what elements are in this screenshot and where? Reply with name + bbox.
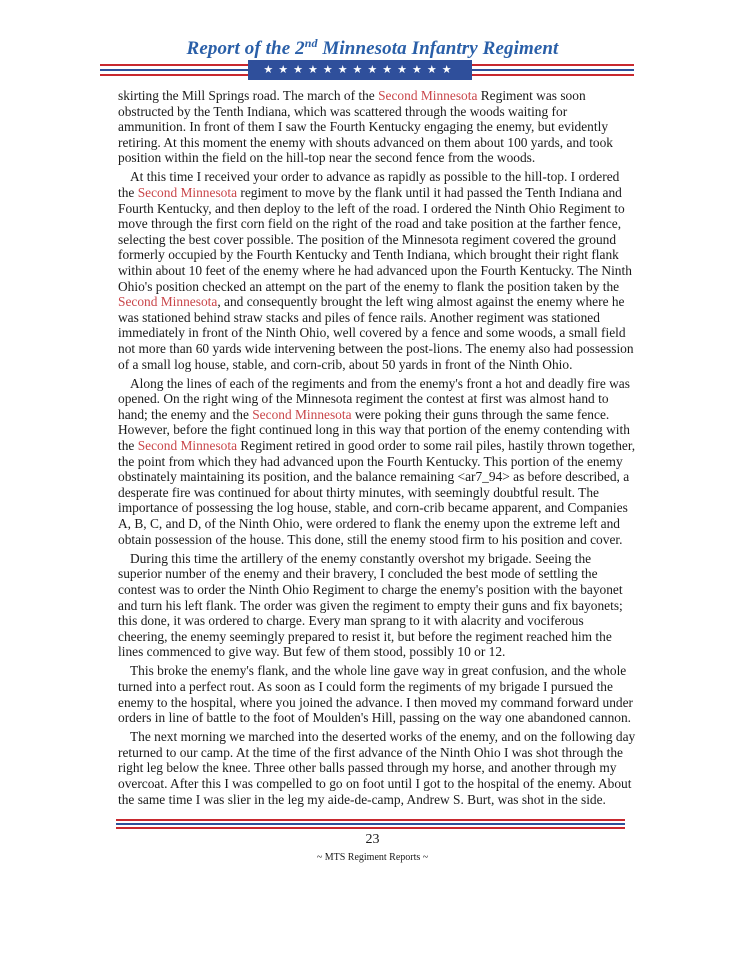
page-number: 23 [365, 832, 380, 847]
paragraph-5: This broke the enemy's flank, and the whole line gave way in great confusion, and the whole turned into a perfect rout. As soon as I could form the regiments of my brigade I pursued the enemy to the hospital, where you joined the advance. I then moved my command forward under orders in line of battle to the foot of Moulden's Hill, passing on the way one abandoned cannon. [118, 663, 634, 726]
highlighted-regiment-name: Second Minnesota [137, 438, 238, 454]
header-title-prefix: Report of the 2 [186, 38, 305, 59]
header-stars-banner: ★★★★★★★★★★★★★ [248, 60, 472, 80]
footer-stripe-blue [116, 823, 625, 825]
highlighted-regiment-name: Second Minnesota [137, 185, 238, 201]
header-stripe-red-right-2 [472, 74, 634, 76]
header-stripe-red-right [472, 64, 634, 66]
header-stripe-red-left-2 [100, 74, 248, 76]
footer-stripe-red [116, 819, 625, 821]
highlighted-regiment-name: Second Minnesota [118, 294, 218, 310]
paragraph-1: skirting the Mill Springs road. The march of the Second Minnesota Regiment was soon obstructed by the Tenth Indiana, which was scattered through the woods waiting for ammunition. In front of them I saw the Fourth Kentucky engaging the enemy, but evidently retiring. At this moment the enemy with shouts advanced on them about 100 yards, and took position within the field on the hill-top near the second fence from the woods. [118, 88, 613, 166]
header-stripe-red-left [100, 64, 248, 66]
paragraph-3: Along the lines of each of the regiments and from the enemy's front a hot and deadly fire was opened. On the right wing of the Minnesota regiment the contest at first was almost hand to hand; the enemy and the Second Minnesota were poking their guns through the same fence. However, before the fight continued long in this way that portion of the enemy contending with the Second Minnesota Regiment retired in good order to some rail piles, hastily thrown together, the point from which they had advanced upon the Fourth Kentucky. This portion of the enemy obstinately maintaining its position, and the balance remaining <ar7_94> as before described, a desperate fire was continued for about thirty minutes, with seemingly doubtful result. The importance of possessing the log house, stable, and corn-crib became apparent, and Companies A, B, C, and D, of the Ninth Ohio, were ordered to flank the enemy upon the extreme left and obtain possession of the house. This done, still the enemy stood firm to his position and cover. [118, 375, 636, 547]
footer-stripe-red-2 [116, 827, 625, 829]
report-body [118, 88, 636, 811]
paragraph-2: At this time I received your order to advance as rapidly as possible to the hill-top. I ordered the Second Minnesota regiment to move by the flank until it had passed the Tenth Indiana and Fourth Kentucky, and then deploy to the left of the road. I ordered the Ninth Ohio Regiment to move through the first corn field on the right of the road and take position at the farther fence, selecting the best cover possible. The position of the Minnesota regiment covered the ground formerly occupied by the Fourth Kentucky and Tenth Indiana, which brought their right flank within about 10 feet of the enemy where he had advanced upon the Fourth Kentucky. The Ninth Ohio's position checked an attempt on the part of the enemy to flank the position taken by the Second Minnesota, and consequently brought the left wing almost against the enemy where he was stationed behind straw stacks and piles of fence rails. Another regiment was stationed immediately in front of the Ninth Ohio, well covered by a fence and some woods, a small field not more than 60 yards wide intervening between the post-lions. The enemy also had possession of a small log house, stable, and corn-crib, about 50 yards in front of the Ninth Ohio. [118, 169, 634, 372]
header-stripe-blue-right [472, 69, 634, 71]
header-title-superscript: nd [304, 36, 318, 50]
highlighted-regiment-name: Second Minnesota [252, 406, 352, 422]
header-stripe-blue-left [100, 69, 248, 71]
paragraph-4: During this time the artillery of the enemy constantly overshot my brigade. Seeing the superior number of the enemy and their bravery, I concluded the best mode of settling the contest was to order the Ninth Ohio Regiment to charge the enemy's position with the bayonet and turn his left flank. The order was given the regiment to empty their guns and fix bayonets; this done, it was ordered to charge. Every man sprang to it with alacrity and vociferous cheering, the enemy seemingly prepared to resist it, but before the regiment reached him the lines commenced to give way. But few of them stood, possibly 10 or 12. [118, 550, 623, 660]
paragraph-6: The next morning we marched into the deserted works of the enemy, and on the following day returned to our camp. At the time of the first advance of the Ninth Ohio I was shot through the right leg below the knee. Three other balls passed through my horse, and another through my overcoat. After this I was compelled to go on foot until I got to the hospital of the enemy. About the same time I was slier in the leg my aide-de-camp, Andrew S. Burt, was shot in the side. [118, 729, 636, 807]
highlighted-regiment-name: Second Minnesota [378, 88, 478, 103]
footer-caption: ~ MTS Regiment Reports ~ [316, 852, 429, 863]
page-header-title [0, 36, 745, 60]
header-title-suffix: Minnesota Infantry Regiment [317, 38, 559, 59]
